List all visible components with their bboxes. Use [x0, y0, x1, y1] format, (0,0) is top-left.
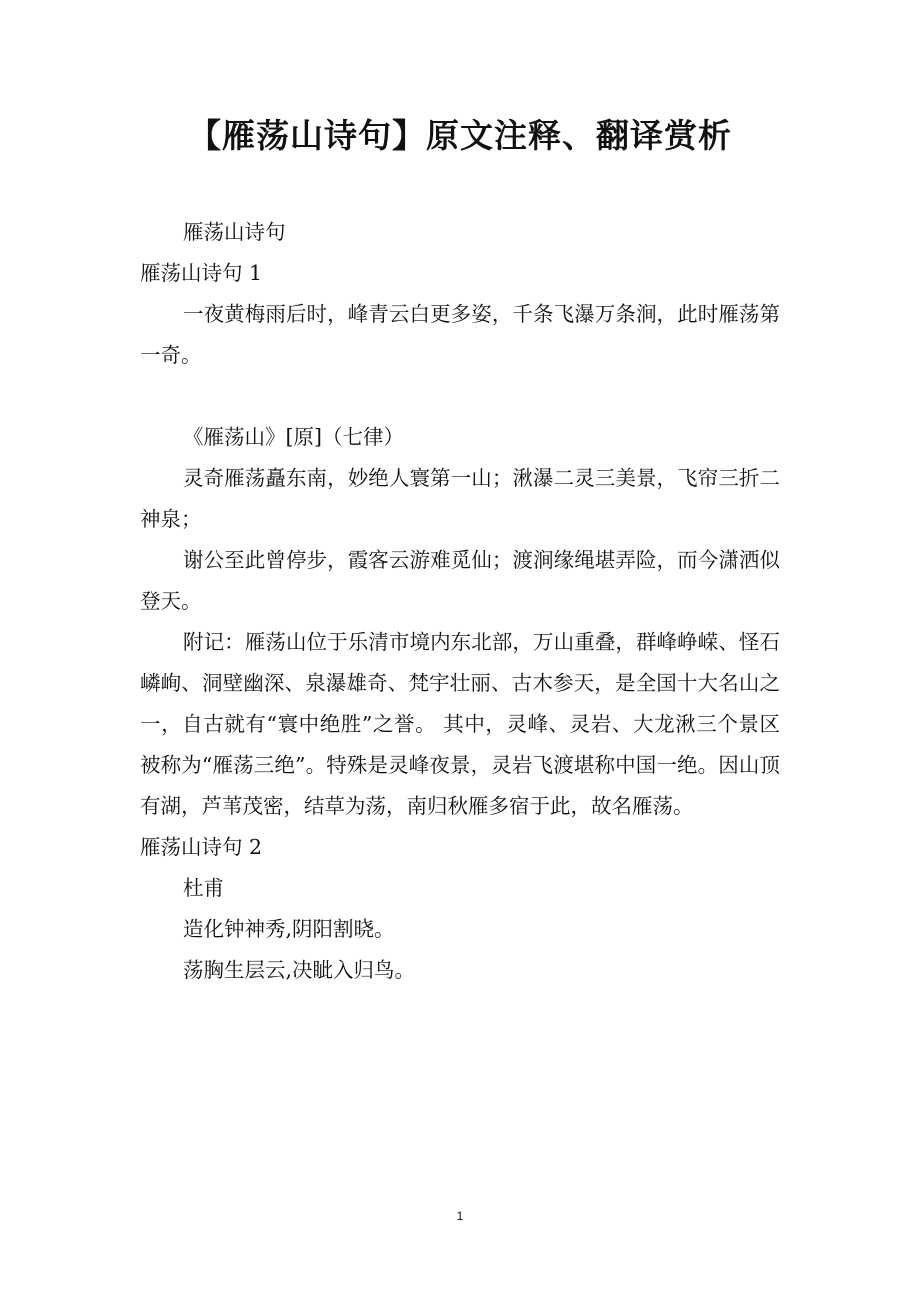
poem-2-line-2: 谢公至此曾停步，霞客云游难觅仙；渡涧缘绳堪弄险，而今潇洒似登天。 [140, 548, 780, 613]
section-heading-2: 雁荡山诗句 2 [140, 835, 263, 859]
document-body [140, 212, 780, 991]
appendix-paragraph: 附记：雁荡山位于乐清市境内东北部，万山重叠，群峰峥嵘、怪石嶙峋、洞壁幽深、泉瀑雄奇、梵宇壮丽、古木参天，是全国十大名山之一，自古就有“寰中绝胜”之誉。 其中，灵峰、灵岩、大龙湫三个景区被称为“雁荡三绝”。特殊是灵峰夜景，灵岩飞渡堪称中国一绝。因山顶有湖，芦苇茂密，结草为荡，南归秋雁多宿于此，故名雁荡。 [140, 630, 780, 818]
section-heading-1: 雁荡山诗句 1 [140, 261, 263, 285]
page-number: 1 [456, 1209, 464, 1223]
verse-line-2: 荡胸生层云,决眦入归鸟。 [183, 958, 416, 982]
verse-line-1: 造化钟神秀,阴阳割晓。 [183, 917, 395, 941]
poem-author: 杜甫 [183, 876, 224, 900]
document-title: 【雁荡山诗句】原文注释、翻译赏析 [188, 116, 732, 155]
poem-2-line-1: 灵奇雁荡矗东南，妙绝人寰第一山；湫瀑二灵三美景，飞帘三折二神泉； [140, 466, 780, 531]
blank-line [140, 376, 780, 417]
subtitle: 雁荡山诗句 [183, 220, 286, 244]
poem-2-title: 《雁荡山》[原]（七律） [183, 425, 404, 449]
poem-1: 一夜黄梅雨后时，峰青云白更多姿，千条飞瀑万条涧，此时雁荡第一奇。 [140, 302, 780, 367]
